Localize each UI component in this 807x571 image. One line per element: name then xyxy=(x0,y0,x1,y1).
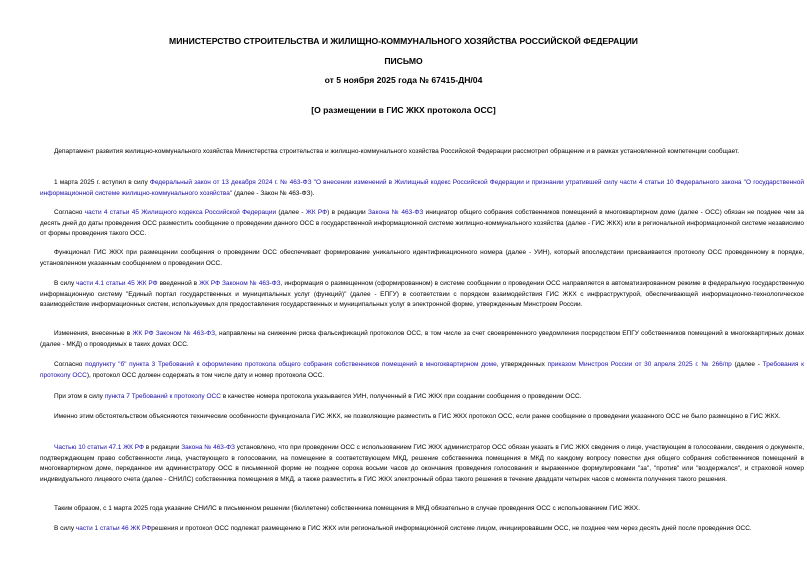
paragraph-text: В силу xyxy=(54,525,76,532)
legal-reference-link[interactable]: Требования к протоколу ОСС xyxy=(40,361,804,379)
paragraph-text: В силу xyxy=(54,280,77,287)
paragraph xyxy=(40,392,804,403)
paragraph-text: введенной в xyxy=(157,280,200,287)
paragraph-text: установлено, что при проведении ОСС с использованием ГИС ЖКХ администратор ОСС обязан указать в ГИС ЖКХ сведения о лице, участвующем в голосовании, сведения о документе, подтверждающем право собственности лица, участвующего в голосовании, на помещение в соответствующем МКД, решение собственника помещения в МКД по каждому вопросу повестки дня общего собрания собственников помещений в многоквартирном доме, переданное им администратору ОСС в письменной форме не позднее сорока восьми часов до окончания проведения голосования и выраженное формулировками "за", "против" или "воздержался", и страховой номер индивидуального лицевого счета (далее - СНИЛС) собственника помещения в МКД, а также разместить в ГИС ЖКХ электронный образ такого решения в течение двадцати четырех часов с момента получения такого решения. xyxy=(40,444,804,483)
paragraph-text: Функционал ГИС ЖКХ при размещении сообщения о проведении ОСС обеспечивает формирование уникального идентификационного номера (далее - УИН), который впоследствии присваивается протоколу ОСС проведенному в порядке, установленном указанным сообщением о проведении ОСС. xyxy=(40,249,804,267)
legal-reference-link[interactable]: Закона № 463-ФЗ xyxy=(368,209,424,216)
paragraph-text: При этом в силу xyxy=(54,393,105,400)
paragraph-text: ), протокол ОСС должен содержать в том числе дату и номер протокола ОСС. xyxy=(86,371,325,379)
legal-reference-link[interactable]: части 4 статьи 45 Жилищного кодекса Российской Федерации xyxy=(84,209,277,216)
paragraph-text: (далее - xyxy=(731,361,763,368)
legal-reference-link[interactable]: части 1 статьи 46 ЖК РФ xyxy=(75,525,152,532)
paragraph-text: (далее - Закон № 463-ФЗ). xyxy=(232,189,315,197)
ministry-title: МИНИСТЕРСТВО СТРОИТЕЛЬСТВА И ЖИЛИЩНО-КОММУНАЛЬНОГО ХОЗЯЙСТВА РОССИЙСКОЙ ФЕДЕРАЦИИ xyxy=(169,36,638,46)
paragraph-text: в качестве номера протокола указывается УИН, полученный в ГИС ЖКХ при создании сообщения о проведении ОСС. xyxy=(220,393,582,400)
paragraph xyxy=(40,524,804,535)
paragraph xyxy=(40,147,804,158)
paragraph-text: инициатор общего собрания собственников помещений в многоквартирном доме (далее - ОСС) обязан не позднее чем за десять дней до даты проведения ОСС разместить сообщение о проведении данного ОСС в государственной информационной системе жилищно-коммунального хозяйства (далее - ГИС ЖКХ) или в региональной информационной системе независимо от формы проведения такого ОСС. xyxy=(40,209,804,237)
paragraph xyxy=(40,178,804,199)
legal-reference-link[interactable]: ЖК РФ xyxy=(305,209,328,216)
document-subject: [О размещении в ГИС ЖКХ протокола ОСС] xyxy=(311,105,496,115)
legal-reference-link[interactable]: приказом Минстроя России от 30 апреля 2025 г. № 266/пр xyxy=(547,361,732,368)
paragraph-text: (далее - xyxy=(276,209,306,216)
paragraph xyxy=(40,504,804,515)
paragraph-text: Согласно xyxy=(54,361,86,368)
paragraph xyxy=(40,412,804,423)
legal-reference-link[interactable]: пункта 7 Требований к протоколу ОСС xyxy=(104,393,221,400)
paragraph-text: Таким образом, с 1 марта 2025 года указание СНИЛС в письменном решении (бюллетене) собственника помещения в МКД обязательно в случае проведения ОСС с использованием ГИС ЖКХ. xyxy=(54,505,640,512)
legal-reference-link[interactable]: Закона № 463-ФЗ xyxy=(181,444,235,451)
paragraph-text: Изменения, внесенные в xyxy=(54,330,133,337)
paragraph-text: Департамент развития жилищно-коммунального хозяйства Министерства строительства и жилищно-коммунального хозяйства Российской Федерации рассмотрел обращение и в рамках установленной компетенции сообщает. xyxy=(54,148,740,155)
paragraph xyxy=(40,329,804,350)
paragraph-text: , утвержденных xyxy=(496,361,548,368)
paragraph-text: Именно этим обстоятельством объясняются технические особенности функционала ГИС ЖКХ, не позволяющие разместить в ГИС ЖКХ протокол ОСС, если ранее сообщение о проведении указанного ОСС не было размещено в ГИС ЖКХ. xyxy=(54,413,781,420)
paragraph-text: , направлены на снижение риска фальсификаций протоколов ОСС, в том числе за счет своевременного уведомления посредством ЕПГУ собственников помещений в многоквартирных домах (далее - МКД) о проводимых в таких домах ОСС. xyxy=(40,330,804,348)
paragraph xyxy=(40,248,804,269)
paragraph-text: , информация о размещенном (сформированном) в системе сообщении о проведении ОСС направляется в автоматизированном режиме в федеральную государственную информационную систему "Единый портал государственных и муниципальных услуг (функций)" (далее - ЕПГУ) в соответствии с порядком взаимодействия ГИС ЖКХ с инфраструктурой, обеспечивающей информационно-технологическое взаимодействие информационных систем, используемых для предоставления государственных и муниципальных услуг в электронной форме, утвержденным Минстроем России. xyxy=(40,280,804,308)
legal-reference-link[interactable]: ЖК РФ Законом № 463-ФЗ xyxy=(132,330,216,337)
document-date-number: от 5 ноября 2025 года № 67415-ДН/04 xyxy=(324,75,483,85)
paragraph xyxy=(40,208,804,240)
legal-reference-link[interactable]: Частью 10 статьи 47.1 ЖК РФ xyxy=(54,444,144,451)
legal-reference-link[interactable]: ЖК РФ Законом № 463-ФЗ xyxy=(199,280,281,287)
paragraph xyxy=(40,360,804,381)
legal-reference-link[interactable]: части 4.1 статьи 45 ЖК РФ xyxy=(76,280,158,287)
document-type: ПИСЬМО xyxy=(384,56,423,66)
legal-reference-link[interactable]: подпункту "б" пункта 3 Требований к оформлению протокола общего собрания собственников помещений в многоквартирном доме xyxy=(85,361,497,368)
paragraph-text: в редакции xyxy=(143,444,182,451)
paragraph xyxy=(40,279,804,311)
legal-reference-link[interactable]: Федеральный закон от 13 декабря 2024 г. № 463-ФЗ "О внесении изменений в Жилищный кодекс Российской Федерации и признании утратившей силу части 4 статьи 10 Федерального закона "О государственной информационной системе жилищно-коммунального хозяйства" xyxy=(40,179,804,197)
paragraph-text: 1 марта 2025 г. вступил в силу xyxy=(54,179,150,186)
paragraph-text: ) в редакции xyxy=(327,209,368,216)
paragraph-text: решения и протокол ОСС подлежат размещению в ГИС ЖКХ или региональной информационной системе лицом, инициировавшим ОСС, не позднее чем через десять дней после проведения ОСС. xyxy=(151,525,752,532)
paragraph xyxy=(40,443,804,485)
paragraph-text: Согласно xyxy=(54,209,85,216)
